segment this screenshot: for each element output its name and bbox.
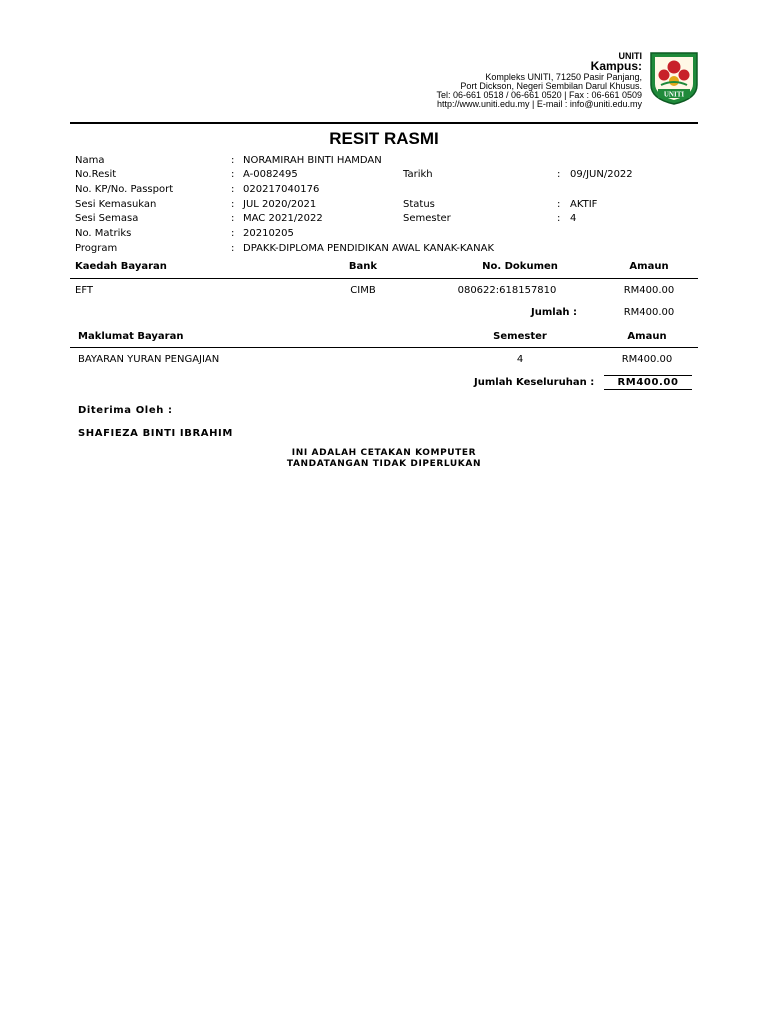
details-info-header: Maklumat Bayaran <box>78 331 184 342</box>
payment-amount-value: RM400.00 <box>623 285 675 296</box>
details-semester-value: 4 <box>516 354 524 365</box>
payment-document-value: 080622:618157810 <box>457 285 557 296</box>
resit-label: No.Resit <box>75 169 117 180</box>
colon: : <box>231 169 235 180</box>
status-label: Status <box>403 199 435 210</box>
program-label: Program <box>75 243 118 254</box>
details-semester-header: Semester <box>493 331 547 342</box>
grand-total-bottom-rule <box>604 389 692 390</box>
header-divider <box>70 122 698 124</box>
matriks-label: No. Matriks <box>75 228 132 239</box>
payment-method-header: Kaedah Bayaran <box>75 261 167 272</box>
payment-total-value: RM400.00 <box>623 307 675 318</box>
received-name: SHAFIEZA BINTI IBRAHIM <box>78 428 233 439</box>
campus-label: Kampus: <box>590 59 642 73</box>
grand-total-top-rule <box>604 375 692 376</box>
details-amount-value: RM400.00 <box>621 354 673 365</box>
colon: : <box>231 184 235 195</box>
tarikh-label: Tarikh <box>403 169 433 180</box>
grand-total-label: Jumlah Keseluruhan : <box>474 377 595 388</box>
kemasukan-value: JUL 2020/2021 <box>243 199 317 210</box>
payment-document-header: No. Dokumen <box>482 261 558 272</box>
colon: : <box>557 199 561 210</box>
kemasukan-label: Sesi Kemasukan <box>75 199 157 210</box>
uniti-logo <box>649 51 699 105</box>
payment-bank-value: CIMB <box>350 285 376 296</box>
semester-value: 4 <box>570 213 577 224</box>
contact-line: Tel: 06-661 0518 / 06-661 0520 | Fax : 06-661 0509 <box>436 90 642 100</box>
colon: : <box>231 243 235 254</box>
colon: : <box>231 213 235 224</box>
nama-label: Nama <box>75 155 105 166</box>
details-amount-header: Amaun <box>627 331 667 342</box>
colon: : <box>231 228 235 239</box>
address-line-2: Port Dickson, Negeri Sembilan Darul Khusus. <box>460 81 642 91</box>
received-label: Diterima Oleh : <box>78 405 173 416</box>
program-value: DPAKK-DIPLOMA PENDIDIKAN AWAL KANAK-KANAK <box>243 243 495 254</box>
nama-value: NORAMIRAH BINTI HAMDAN <box>243 155 382 166</box>
footer-line-2: TANDATANGAN TIDAK DIPERLUKAN <box>286 459 482 469</box>
matriks-value: 20210205 <box>243 228 294 239</box>
payment-header-divider <box>70 278 698 279</box>
address-line-1: Kompleks UNITI, 71250 Pasir Panjang, <box>485 72 642 82</box>
web-email-line: http://www.uniti.edu.my | E-mail : info@uniti.edu.my <box>436 99 642 109</box>
grand-total-value: RM400.00 <box>617 377 679 388</box>
payment-amount-header: Amaun <box>629 261 669 272</box>
semasa-value: MAC 2021/2022 <box>243 213 323 224</box>
footer-line-1: INI ADALAH CETAKAN KOMPUTER <box>291 448 477 458</box>
receipt-title: RESIT RASMI <box>329 129 439 148</box>
svg-text:UNITI: UNITI <box>663 90 685 99</box>
colon: : <box>231 199 235 210</box>
colon: : <box>557 169 561 180</box>
resit-value: A-0082495 <box>243 169 298 180</box>
details-info-value: BAYARAN YURAN PENGAJIAN <box>78 354 220 365</box>
semasa-label: Sesi Semasa <box>75 213 139 224</box>
payment-method-value: EFT <box>75 285 94 296</box>
colon: : <box>231 155 235 166</box>
payment-total-label: Jumlah : <box>531 307 578 318</box>
semester-label: Semester <box>403 213 451 224</box>
colon: : <box>557 213 561 224</box>
kp-value: 020217040176 <box>243 184 320 195</box>
payment-bank-header: Bank <box>348 261 378 272</box>
status-value: AKTIF <box>570 199 598 210</box>
details-header-divider <box>70 347 698 348</box>
kp-label: No. KP/No. Passport <box>75 184 174 195</box>
tarikh-value: 09/JUN/2022 <box>570 169 633 180</box>
institution-name: UNITI <box>618 51 642 61</box>
